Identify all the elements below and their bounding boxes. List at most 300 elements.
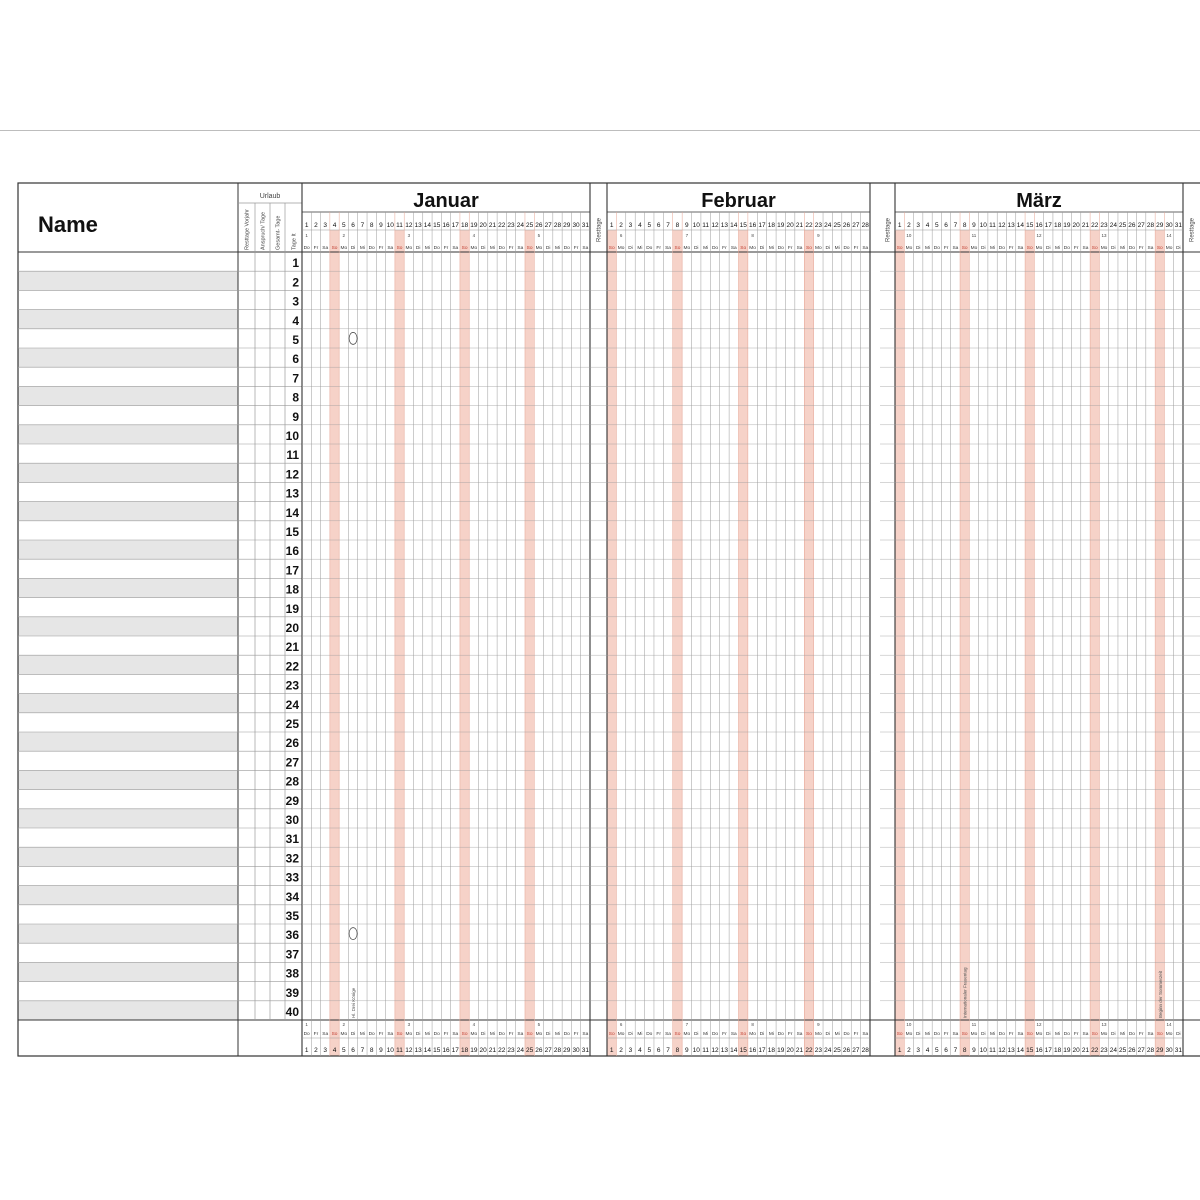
day-number: 19 xyxy=(470,222,478,229)
row-number: 23 xyxy=(285,678,299,693)
row-number: 32 xyxy=(285,851,299,866)
weekday-label: Mi xyxy=(924,246,931,251)
day-number: 10 xyxy=(692,222,700,229)
weekday-label-bottom: Sa xyxy=(730,1032,737,1037)
day-number-bottom: 3 xyxy=(323,1047,328,1054)
day-number-bottom: 10 xyxy=(386,1047,394,1054)
weekday-label-bottom: Di xyxy=(545,1032,551,1037)
day-number: 18 xyxy=(767,222,775,229)
day-number: 30 xyxy=(1165,222,1173,229)
weekday-label: Di xyxy=(980,246,986,251)
row-number: 19 xyxy=(285,601,299,616)
weekday-label-bottom: Mi xyxy=(1055,1032,1061,1037)
weekday-label-bottom: Do xyxy=(933,1032,940,1037)
week-number-bottom: 4 xyxy=(472,1022,476,1027)
weekday-label: So xyxy=(740,246,747,251)
day-number-bottom: 6 xyxy=(351,1047,355,1054)
day-number-bottom: 25 xyxy=(833,1047,841,1054)
weekday-label-bottom: So xyxy=(608,1032,615,1037)
weekday-label-bottom: Do xyxy=(1063,1032,1070,1037)
name-row-stripe xyxy=(18,924,238,943)
weekday-label: Do xyxy=(711,246,719,251)
weekday-label-bottom: Fr xyxy=(1073,1032,1079,1037)
weekday-label-bottom: Mo xyxy=(970,1032,978,1037)
day-number-bottom: 5 xyxy=(341,1047,346,1054)
day-number: 3 xyxy=(628,222,633,229)
day-number: 6 xyxy=(944,222,948,229)
weekday-label: Di xyxy=(915,246,921,251)
day-number-bottom: 14 xyxy=(730,1047,738,1054)
weekday-label-bottom: Fr xyxy=(313,1032,319,1037)
day-number: 1 xyxy=(304,222,309,229)
week-number: 11 xyxy=(971,233,977,238)
weekday-label: Fr xyxy=(313,246,319,251)
day-number-bottom: 16 xyxy=(1035,1047,1043,1054)
day-number: 27 xyxy=(544,222,552,229)
day-number-bottom: 11 xyxy=(396,1047,403,1054)
day-number: 13 xyxy=(414,222,422,229)
weekday-label-bottom: Sa xyxy=(665,1032,671,1037)
row-number: 4 xyxy=(292,313,299,328)
weekday-label: Sa xyxy=(582,246,589,251)
week-number-bottom: 1 xyxy=(305,1022,308,1027)
day-number: 14 xyxy=(1016,222,1025,229)
day-number: 2 xyxy=(907,222,911,229)
day-number: 28 xyxy=(553,222,562,229)
week-number-bottom: 5 xyxy=(537,1022,541,1027)
day-number: 11 xyxy=(396,222,403,229)
weekday-label-bottom: Mo xyxy=(405,1032,413,1037)
day-number: 9 xyxy=(685,222,689,229)
day-number: 7 xyxy=(360,222,365,229)
weekday-label-bottom: Mi xyxy=(1120,1032,1126,1037)
day-number: 13 xyxy=(720,222,729,229)
day-number: 25 xyxy=(525,222,534,229)
week-number: 1 xyxy=(305,233,308,238)
day-number: 18 xyxy=(1053,222,1062,229)
month-title: Januar xyxy=(413,190,479,212)
weekday-label: Mo xyxy=(1165,246,1173,251)
weekday-label-bottom: Mo xyxy=(340,1032,348,1037)
weekday-label-bottom: Mo xyxy=(1165,1032,1173,1037)
week-number: 13 xyxy=(1101,233,1107,238)
day-number: 26 xyxy=(1128,222,1136,229)
day-number: 2 xyxy=(314,222,318,229)
day-number-bottom: 14 xyxy=(423,1047,432,1054)
week-number: 5 xyxy=(537,233,541,238)
weekday-label-bottom: Fr xyxy=(508,1032,514,1037)
weekday-label: Mo xyxy=(617,246,625,251)
weekday-label: So xyxy=(608,246,615,251)
day-number: 7 xyxy=(953,222,958,229)
day-number: 1 xyxy=(897,222,902,229)
weekday-label-bottom: Di xyxy=(628,1032,633,1037)
holiday-label: Beginn der Sommerzeit xyxy=(1157,970,1163,1018)
weekday-label: Di xyxy=(1046,246,1051,251)
name-row-stripe xyxy=(18,847,238,866)
day-number: 23 xyxy=(507,222,515,229)
weekday-label-bottom: So xyxy=(740,1032,747,1037)
row-number: 34 xyxy=(285,889,299,904)
weekday-label: Sa xyxy=(1147,246,1154,251)
weekday-label: Do xyxy=(498,246,505,251)
weekday-label: Fr xyxy=(508,246,514,251)
name-row-stripe xyxy=(18,962,238,981)
weekday-label-bottom: Sa xyxy=(387,1032,394,1037)
weekday-label: Sa xyxy=(452,246,459,251)
marker-circle xyxy=(349,332,357,344)
weekday-label: So xyxy=(961,246,968,251)
weekday-label-bottom: So xyxy=(461,1032,468,1037)
day-number-bottom: 20 xyxy=(479,1047,487,1054)
sunday-column xyxy=(1090,230,1099,1020)
day-number-bottom: 6 xyxy=(944,1047,948,1054)
day-number: 5 xyxy=(341,222,346,229)
resttage-header: Resttage xyxy=(885,217,892,243)
weekday-label: Do xyxy=(1063,246,1070,251)
row-number: 40 xyxy=(285,1005,299,1019)
sunday-column xyxy=(525,230,534,1020)
day-number-bottom: 7 xyxy=(360,1047,365,1054)
day-number: 30 xyxy=(572,222,580,229)
weekday-label: Sa xyxy=(517,246,524,251)
weekday-label-bottom: Do xyxy=(646,1032,653,1037)
weekday-label: Do xyxy=(933,246,940,251)
weekday-label-bottom: Fr xyxy=(378,1032,384,1037)
row-number: 31 xyxy=(285,832,299,847)
day-number-bottom: 27 xyxy=(544,1047,552,1054)
day-number: 8 xyxy=(675,222,680,229)
weekday-label: Fr xyxy=(573,246,579,251)
weekday-label-bottom: Mo xyxy=(905,1032,913,1037)
row-number: 9 xyxy=(292,409,299,424)
name-row-stripe xyxy=(18,770,238,789)
weekday-label: Di xyxy=(1111,246,1116,251)
day-number-bottom: 14 xyxy=(1016,1047,1025,1054)
day-number: 19 xyxy=(1063,222,1071,229)
weekday-label-bottom: Do xyxy=(498,1032,505,1037)
weekday-label: Mi xyxy=(768,246,774,251)
weekday-label: Mi xyxy=(834,246,840,251)
week-number: 7 xyxy=(685,233,689,238)
row-number: 10 xyxy=(285,429,299,443)
day-number: 17 xyxy=(1044,222,1052,229)
day-number-bottom: 12 xyxy=(711,1047,719,1054)
weekday-label: Sa xyxy=(322,246,329,251)
weekday-label-bottom: Mi xyxy=(424,1032,430,1037)
sunday-column xyxy=(395,230,404,1020)
day-number: 28 xyxy=(861,222,869,229)
day-number-bottom: 8 xyxy=(369,1047,374,1054)
weekday-label: Sa xyxy=(862,246,869,251)
day-number: 31 xyxy=(1174,222,1182,229)
week-number-bottom: 8 xyxy=(751,1022,754,1027)
weekday-label: Do xyxy=(303,246,310,251)
row-number: 36 xyxy=(285,928,299,943)
day-number-bottom: 19 xyxy=(777,1047,785,1054)
weekday-label-bottom: Fr xyxy=(573,1032,579,1037)
day-number: 5 xyxy=(934,222,939,229)
week-number-bottom: 2 xyxy=(342,1022,346,1027)
weekday-label-bottom: Mo xyxy=(749,1032,756,1037)
day-number-bottom: 28 xyxy=(861,1047,869,1054)
name-row-stripe xyxy=(18,578,238,597)
day-number-bottom: 12 xyxy=(405,1047,413,1054)
weekday-label: Do xyxy=(998,246,1005,251)
weekday-label-bottom: Mi xyxy=(924,1032,931,1037)
day-number-bottom: 21 xyxy=(1081,1047,1090,1054)
day-number-bottom: 13 xyxy=(720,1047,729,1054)
day-number: 21 xyxy=(795,222,804,229)
urlaub-subheader: Resttage Vorjahr xyxy=(244,209,251,250)
week-number: 10 xyxy=(906,233,912,238)
day-number: 26 xyxy=(842,222,851,229)
day-number: 21 xyxy=(488,222,497,229)
day-number-bottom: 29 xyxy=(563,1047,571,1054)
weekday-label-bottom: Mo xyxy=(1035,1032,1043,1037)
weekday-label: So xyxy=(331,246,338,251)
day-number-bottom: 16 xyxy=(748,1047,757,1054)
day-number: 24 xyxy=(1109,222,1117,229)
weekday-label: Do xyxy=(1128,246,1135,251)
marker-circle xyxy=(349,928,357,940)
day-number-bottom: 24 xyxy=(516,1047,524,1054)
day-number-bottom: 13 xyxy=(414,1047,422,1054)
day-number-bottom: 21 xyxy=(795,1047,804,1054)
sunday-column xyxy=(960,230,969,1020)
weekday-label: Mo xyxy=(970,246,978,251)
day-number: 28 xyxy=(1146,222,1155,229)
day-number: 22 xyxy=(1091,222,1099,229)
weekday-label: Mo xyxy=(340,246,348,251)
day-number-bottom: 15 xyxy=(433,1047,441,1054)
sunday-column xyxy=(1155,230,1164,1020)
weekday-label-bottom: So xyxy=(1156,1032,1163,1037)
weekday-label: Do xyxy=(563,246,570,251)
weekday-label: Mi xyxy=(359,246,365,251)
row-number: 24 xyxy=(285,697,299,712)
name-row-stripe xyxy=(18,310,238,329)
row-number: 6 xyxy=(292,352,299,367)
weekday-label-bottom: Mi xyxy=(489,1032,495,1037)
row-number: 18 xyxy=(285,582,299,597)
weekday-label-bottom: So xyxy=(961,1032,968,1037)
name-row-stripe xyxy=(18,694,238,713)
day-number-bottom: 4 xyxy=(925,1047,930,1054)
weekday-label: So xyxy=(461,246,468,251)
day-number-bottom: 9 xyxy=(685,1047,689,1054)
sunday-column xyxy=(739,230,748,1020)
weekday-label: Mi xyxy=(424,246,430,251)
day-number-bottom: 5 xyxy=(934,1047,939,1054)
row-number: 3 xyxy=(292,294,299,309)
weekday-label-bottom: Di xyxy=(980,1032,986,1037)
row-number: 29 xyxy=(285,793,299,808)
row-number: 28 xyxy=(285,774,299,789)
day-number-bottom: 1 xyxy=(304,1047,309,1054)
day-number-bottom: 27 xyxy=(1137,1047,1145,1054)
row-number: 2 xyxy=(292,275,299,290)
day-number-bottom: 10 xyxy=(979,1047,987,1054)
weekday-label-bottom: Mo xyxy=(470,1032,478,1037)
weekday-label: Sa xyxy=(730,246,737,251)
weekday-label: Mi xyxy=(1055,246,1061,251)
weekday-label-bottom: Mi xyxy=(554,1032,561,1037)
day-number: 15 xyxy=(433,222,441,229)
weekday-label-bottom: Sa xyxy=(1147,1032,1154,1037)
day-number: 22 xyxy=(805,222,813,229)
weekday-label-bottom: Fr xyxy=(1138,1032,1144,1037)
urlaub-header: Urlaub xyxy=(259,193,281,200)
week-number-bottom: 13 xyxy=(1101,1022,1107,1027)
weekday-label-bottom: Di xyxy=(1046,1032,1051,1037)
day-number-bottom: 18 xyxy=(1053,1047,1062,1054)
row-number: 33 xyxy=(285,870,299,885)
weekday-label-bottom: Fr xyxy=(853,1032,859,1037)
row-number: 22 xyxy=(285,659,299,674)
row-number: 16 xyxy=(285,544,299,559)
weekday-label-bottom: Mo xyxy=(1100,1032,1108,1037)
day-number-bottom: 11 xyxy=(702,1047,709,1054)
day-number: 3 xyxy=(916,222,921,229)
day-number: 8 xyxy=(369,222,374,229)
weekday-label: Sa xyxy=(952,246,959,251)
weekday-label-bottom: Mi xyxy=(637,1032,643,1037)
day-number-bottom: 22 xyxy=(805,1047,813,1054)
day-number-bottom: 23 xyxy=(814,1047,822,1054)
weekday-label-bottom: Di xyxy=(915,1032,921,1037)
sunday-column xyxy=(330,230,339,1020)
day-number-bottom: 3 xyxy=(916,1047,921,1054)
day-number: 4 xyxy=(332,222,337,229)
row-number: 27 xyxy=(285,755,299,770)
day-number: 12 xyxy=(405,222,413,229)
weekday-label: Mi xyxy=(990,246,996,251)
day-number-bottom: 24 xyxy=(824,1047,832,1054)
weekday-label: Di xyxy=(415,246,421,251)
weekday-label-bottom: Sa xyxy=(582,1032,589,1037)
day-number-bottom: 30 xyxy=(572,1047,580,1054)
day-number: 11 xyxy=(702,222,709,229)
day-number-bottom: 12 xyxy=(998,1047,1006,1054)
weekday-label-bottom: So xyxy=(1026,1032,1033,1037)
weekday-label: Fr xyxy=(787,246,793,251)
week-number: 12 xyxy=(1036,233,1042,238)
weekday-label-bottom: Sa xyxy=(952,1032,959,1037)
day-number: 6 xyxy=(656,222,661,229)
weekday-label: Fr xyxy=(1138,246,1144,251)
day-number-bottom: 7 xyxy=(666,1047,670,1054)
row-number: 38 xyxy=(285,966,299,981)
week-number: 3 xyxy=(407,233,411,238)
weekday-label-bottom: Di xyxy=(415,1032,421,1037)
weekday-label-bottom: Mi xyxy=(834,1032,840,1037)
day-number-bottom: 19 xyxy=(470,1047,478,1054)
weekday-label-bottom: Mi xyxy=(990,1032,996,1037)
row-number: 15 xyxy=(285,525,299,539)
day-number-bottom: 30 xyxy=(1165,1047,1173,1054)
weekday-label-bottom: Do xyxy=(998,1032,1005,1037)
weekday-label: Mi xyxy=(637,246,643,251)
week-number: 2 xyxy=(342,233,346,238)
weekday-label: Mo xyxy=(683,246,691,251)
weekday-label: So xyxy=(806,246,812,251)
day-number: 23 xyxy=(814,222,822,229)
weekday-label-bottom: Do xyxy=(433,1032,440,1037)
row-number: 7 xyxy=(292,371,299,386)
weekday-label: Di xyxy=(480,246,486,251)
day-number-bottom: 17 xyxy=(451,1047,459,1054)
weekday-label-bottom: Sa xyxy=(452,1032,459,1037)
weekday-label-bottom: Do xyxy=(711,1032,719,1037)
weekday-label: Fr xyxy=(378,246,384,251)
weekday-label-bottom: Sa xyxy=(517,1032,524,1037)
day-number-bottom: 24 xyxy=(1109,1047,1117,1054)
week-number: 6 xyxy=(619,233,623,238)
day-number: 25 xyxy=(833,222,841,229)
day-number-bottom: 27 xyxy=(852,1047,860,1054)
day-number-bottom: 7 xyxy=(953,1047,958,1054)
name-row-stripe xyxy=(18,425,238,444)
weekday-label-bottom: Mo xyxy=(535,1032,543,1037)
weekday-label: Mo xyxy=(405,246,413,251)
row-number: 30 xyxy=(285,813,299,827)
day-number: 18 xyxy=(460,222,469,229)
day-number: 29 xyxy=(1156,222,1164,229)
day-number: 1 xyxy=(609,222,614,229)
day-number-bottom: 18 xyxy=(460,1047,469,1054)
day-number-bottom: 15 xyxy=(1026,1047,1034,1054)
day-number-bottom: 11 xyxy=(989,1047,996,1054)
week-number: 9 xyxy=(817,233,820,238)
day-number: 4 xyxy=(925,222,930,229)
weekday-label: Fr xyxy=(1073,246,1079,251)
row-number: 35 xyxy=(285,909,299,923)
week-number-bottom: 14 xyxy=(1166,1022,1172,1027)
name-row-stripe xyxy=(18,732,238,751)
day-number: 27 xyxy=(1137,222,1145,229)
weekday-label-bottom: Sa xyxy=(322,1032,329,1037)
weekday-label: So xyxy=(674,246,681,251)
row-number: 11 xyxy=(286,448,299,463)
day-number: 15 xyxy=(1026,222,1034,229)
day-number-bottom: 25 xyxy=(525,1047,534,1054)
name-row-stripe xyxy=(18,386,238,405)
row-number: 13 xyxy=(285,486,299,501)
row-number: 8 xyxy=(292,390,299,405)
day-number: 14 xyxy=(730,222,738,229)
day-number-bottom: 31 xyxy=(1174,1047,1182,1054)
weekday-label: Sa xyxy=(387,246,394,251)
weekday-label: Di xyxy=(628,246,633,251)
day-number: 19 xyxy=(777,222,785,229)
day-number: 17 xyxy=(758,222,766,229)
weekday-label-bottom: Fr xyxy=(787,1032,793,1037)
day-number: 16 xyxy=(1035,222,1043,229)
week-number-bottom: 7 xyxy=(685,1022,689,1027)
day-number: 23 xyxy=(1100,222,1108,229)
day-number-bottom: 9 xyxy=(379,1047,383,1054)
week-number-bottom: 12 xyxy=(1036,1022,1042,1027)
day-number-bottom: 13 xyxy=(1007,1047,1015,1054)
name-row-stripe xyxy=(18,463,238,482)
weekday-label-bottom: Mi xyxy=(703,1032,709,1037)
resttage-header: Resttage xyxy=(596,217,603,243)
day-number: 2 xyxy=(619,222,623,229)
urlaub-subheader: Gesamt- Tage xyxy=(275,215,282,250)
urlaub-subheader: Tage It xyxy=(291,233,298,250)
month-title: März xyxy=(1016,190,1062,212)
